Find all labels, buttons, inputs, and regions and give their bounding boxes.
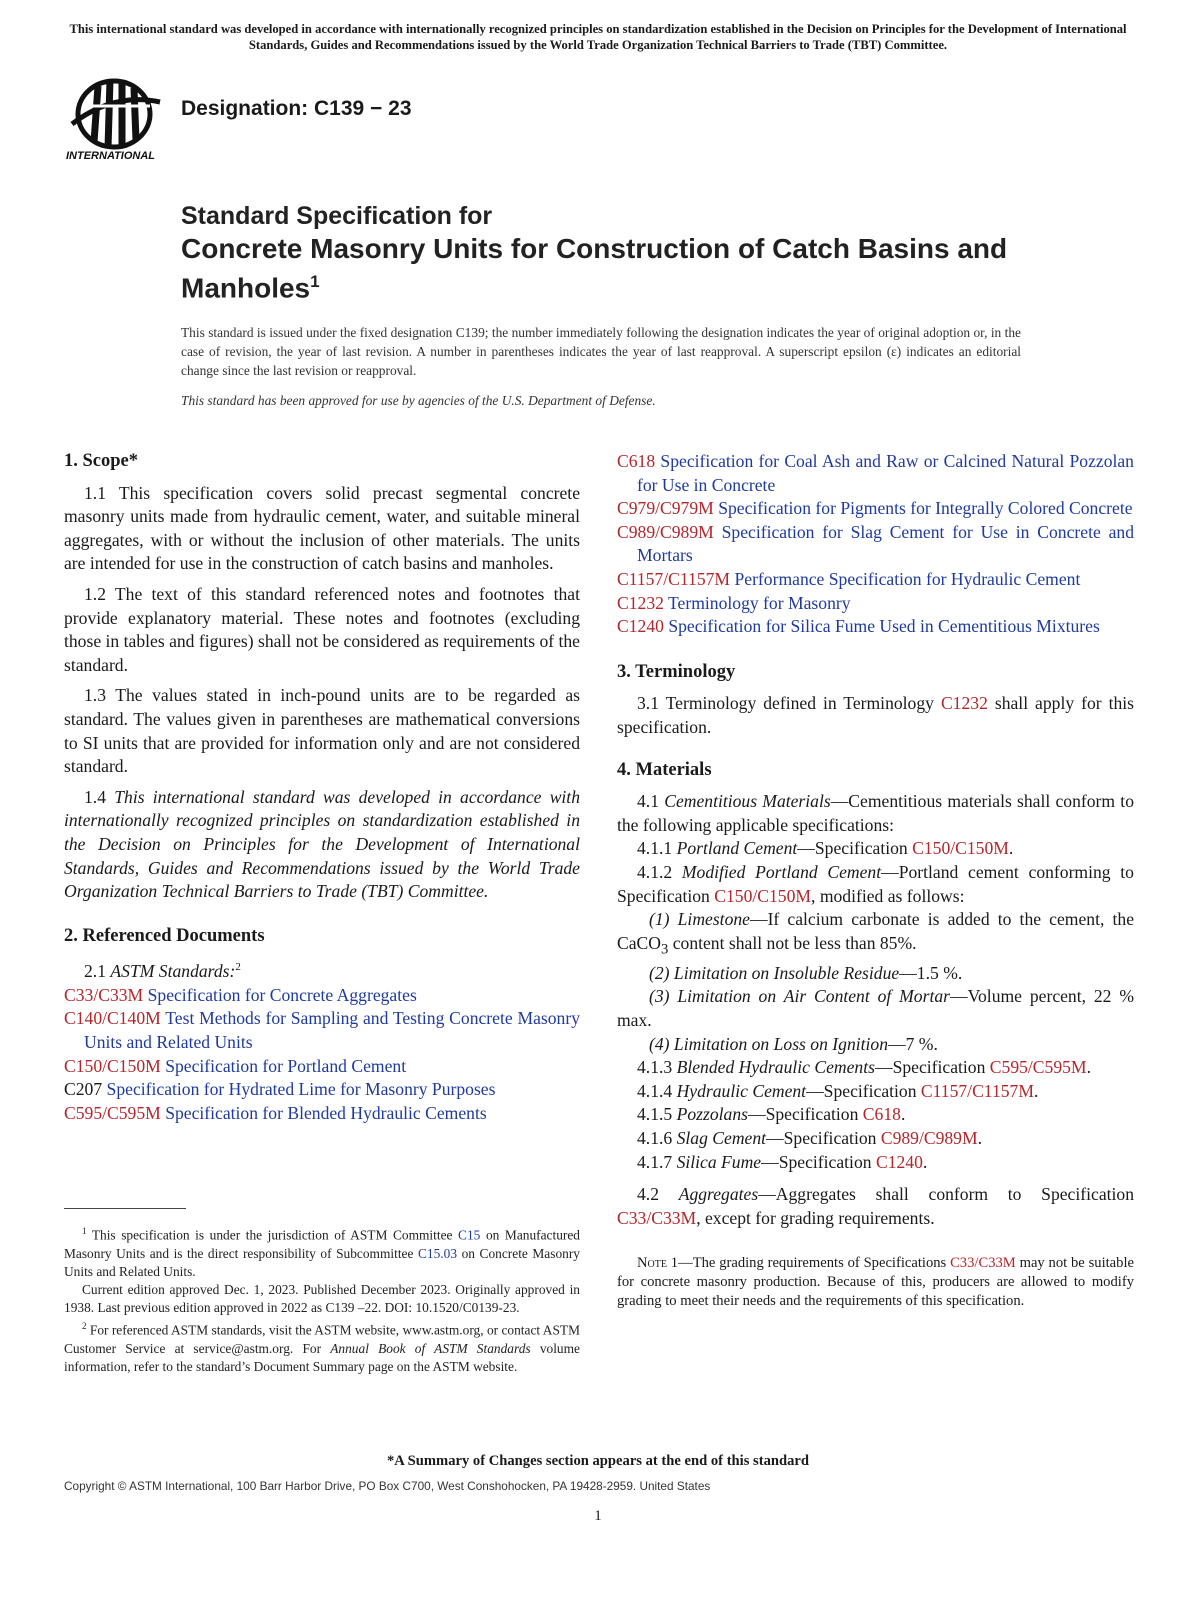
text-4-2-post: , except for grading requirements.: [696, 1207, 935, 1228]
reference-code[interactable]: C140/C140M: [64, 1008, 161, 1029]
text-4-1-2: —Portland cement conforming to Specification: [617, 861, 1134, 906]
note-1: [617, 1254, 1134, 1311]
astm-standards-subheading: [64, 956, 580, 983]
footnote-rule: [64, 1208, 186, 1209]
title-footnote-mark: 1: [310, 272, 320, 291]
scope-1-3: 1.3 The values stated in inch-pound units are to be regarded as standard. The values given in parentheses are mathematical conversions to SI units that are provided for information only and are not considered standard.: [64, 685, 580, 777]
reference-code[interactable]: C1157/C1157M: [617, 568, 731, 589]
c150-link-4-1-2[interactable]: C150/C150M: [714, 885, 812, 906]
materials-4-1-2: [617, 861, 1134, 908]
sub-label: ASTM Standards:: [110, 961, 236, 982]
right-column: [617, 450, 1134, 1311]
text-4-1-6: —Specification: [766, 1127, 877, 1148]
footnotes: [64, 1222, 580, 1377]
label-4-1-1: Portland Cement: [676, 838, 798, 859]
c618-link[interactable]: C618: [862, 1104, 901, 1125]
label-4-1-5: Pozzolans: [676, 1104, 748, 1125]
loss-on-ignition-item: [617, 1033, 1134, 1057]
reference-code[interactable]: C595/C595M: [64, 1102, 161, 1123]
astm-logo: [64, 72, 168, 164]
limestone-subscript: 3: [660, 941, 669, 958]
materials-4-1-4: 4.1.4 Hydraulic Cement—Specification C1157/C1157M.: [637, 1080, 1039, 1101]
reference-item: [617, 497, 1134, 521]
text-4-1-4: —Specification: [806, 1080, 917, 1101]
footnote-1-text-c: on Concrete Masonry Units and Related Units.: [64, 1245, 580, 1279]
label-4-1-7: Silica Fume: [676, 1151, 762, 1172]
sub-footnote-mark: 2: [235, 961, 241, 974]
footnote-2-italic: Annual Book of ASTM Standards: [330, 1341, 531, 1357]
reference-list-right: [617, 450, 1134, 639]
footnote-1-text-b: on Manufactured Masonry Units and is the direct responsibility of Subcommittee: [64, 1227, 581, 1261]
reference-title-link[interactable]: Specification for Blended Hydraulic Cements: [165, 1102, 487, 1123]
text-4-2: —Aggregates shall conform to Specification: [758, 1184, 1134, 1205]
reference-title-link[interactable]: Specification for Portland Cement: [165, 1055, 407, 1076]
reference-title-link[interactable]: Specification for Pigments for Integrally Colored Concrete: [718, 498, 1133, 519]
text-4-1-7: —Specification: [761, 1151, 872, 1172]
note-1-label: Note 1: [637, 1255, 679, 1272]
text-4-1-1: —Specification: [797, 838, 908, 859]
num-4-1: 4.1: [637, 791, 659, 812]
materials-4-1-3: 4.1.3 Blended Hydraulic Cements—Specification C595/C595M.: [637, 1057, 1091, 1078]
reference-item: [617, 568, 1134, 592]
scope-heading: 1. Scope*: [64, 451, 138, 471]
footnote-2-text-b: volume information, refer to the standard’s Document Summary page on the ASTM website.: [64, 1341, 580, 1375]
reference-code[interactable]: C979/C979M: [617, 498, 714, 519]
loss-on-ignition-label: (4) Limitation on Loss on Ignition: [649, 1033, 889, 1054]
label-4-1-3: Blended Hydraulic Cements: [676, 1057, 875, 1078]
materials-heading: 4. Materials: [617, 759, 712, 780]
num-4-1-5: 4.1.5: [637, 1104, 673, 1125]
scope-1-2: 1.2 The text of this standard referenced notes and footnotes that provide explanatory material. These notes and footnotes (excluding those in tables and figures) shall not be considered as requirements of the standard.: [64, 583, 580, 675]
label-4-1-4: Hydraulic Cement: [676, 1080, 807, 1101]
reference-item: [64, 1078, 580, 1102]
title-line-1: Standard Specification for: [181, 202, 493, 230]
title-main: Concrete Masonry Units for Construction of Catch Basins and Manholes: [181, 233, 1008, 304]
label-4-1: Cementitious Materials: [664, 791, 831, 812]
terminology-text-post: shall apply for this specification.: [617, 693, 1135, 737]
reference-item: [617, 521, 1134, 568]
reference-item: [64, 1102, 580, 1126]
terminology-c1232-link[interactable]: C1232: [940, 693, 988, 714]
reference-title-link[interactable]: Specification for Silica Fume Used in Cementitious Mixtures: [668, 616, 1100, 637]
materials-4-2: [617, 1183, 1134, 1230]
title-line-2: [181, 232, 1041, 304]
designation: Designation: C139 − 23: [181, 97, 412, 120]
label-4-1-2: Modified Portland Cement: [681, 861, 882, 882]
materials-4-1-7: 4.1.7 Silica Fume—Specification C1240.: [637, 1151, 928, 1172]
reference-item: [64, 1055, 580, 1079]
reference-title-link[interactable]: Specification for Concrete Aggregates: [147, 984, 417, 1005]
materials-4-1-5: 4.1.5 Pozzolans—Specification C618.: [637, 1104, 906, 1125]
reference-title-link[interactable]: Test Methods for Sampling and Testing Concrete Masonry Units and Related Units: [84, 1008, 580, 1052]
text-4-1-3: —Specification: [874, 1057, 986, 1078]
c33-link-4-2[interactable]: C33/C33M: [617, 1207, 697, 1228]
scope-1-4-text: This international standard was developed in accordance with internationally recognized principles on standardization established in the Decision on Principles for the Development of International Standards, Guides and Recommendations issued by the World Trade Organization Technical Barriers to Trade (TBT) Committee.: [64, 786, 580, 902]
air-content-item: [617, 985, 1134, 1032]
footnote-1-mark: 1: [82, 1226, 87, 1236]
insoluble-residue-item: [617, 962, 1134, 986]
c33-link-note[interactable]: C33/C33M: [950, 1255, 1016, 1272]
logo-international-text: INTERNATIONAL: [66, 150, 156, 162]
scope-1-4: [64, 786, 580, 904]
footnote-2-mark: 2: [82, 1321, 87, 1332]
copyright-line: Copyright © ASTM International, 100 Barr Harbor Drive, PO Box C700, West Conshohocken, PA 19428-2959. United States: [64, 1479, 711, 1493]
reference-list-left: [64, 984, 580, 1126]
text-4-1: —Cementitious materials shall conform to the following applicable specifications:: [617, 791, 1134, 835]
reference-item: [617, 615, 1134, 639]
text-4-1-2-post: , modified as follows:: [811, 885, 965, 906]
c989-link[interactable]: C989/C989M: [880, 1127, 978, 1148]
note-1-text-post: may not be suitable for concrete masonry production. Because of this, producers are allowed to modify grading to meet their needs and the requirements of this specification.: [617, 1255, 1134, 1310]
materials-4-1-6: 4.1.6 Slag Cement—Specification C989/C989M.: [637, 1127, 983, 1148]
num-4-1-6: 4.1.6: [637, 1127, 673, 1148]
reference-item: [64, 984, 580, 1008]
air-content-label: (3) Limitation on Air Content of Mortar: [649, 986, 950, 1007]
limestone-label: (1) Limestone: [649, 909, 750, 930]
astm-globe-mark: [72, 80, 160, 148]
left-column: [64, 450, 580, 1125]
reference-code[interactable]: C33/C33M: [64, 984, 144, 1005]
num-4-2: 4.2: [637, 1184, 659, 1205]
c1157-link[interactable]: C1157/C1157M: [920, 1080, 1034, 1101]
reference-title-link[interactable]: Terminology for Masonry: [668, 592, 851, 613]
subcommittee-c15-03-link[interactable]: C15.03: [417, 1245, 458, 1261]
text-4-1-5: —Specification: [747, 1104, 859, 1125]
reference-title-link[interactable]: Specification for Coal Ash and Raw or Calcined Natural Pozzolan for Use in Concrete: [637, 451, 1134, 495]
reference-code[interactable]: C150/C150M: [64, 1055, 161, 1076]
reference-item: [617, 592, 1134, 616]
reference-title-link[interactable]: Performance Specification for Hydraulic Cement: [734, 568, 1081, 589]
reference-code[interactable]: C1232: [617, 592, 664, 613]
num-4-1-1: 4.1.1: [637, 838, 673, 859]
footnote-2-text-a: For referenced ASTM standards, visit the ASTM website, www.astm.org, or contact ASTM Customer Service at service@astm.org. For: [64, 1322, 580, 1357]
num-4-1-4: 4.1.4: [637, 1080, 673, 1101]
issue-note: This standard is issued under the fixed designation C139; the number immediately following the designation indicates the year of original adoption or, in the case of revision, the year of last revision. A number in parentheses indicates the year of last reapproval. A superscript epsilon (ε) indicates an editorial change since the last revision or reapproval.: [181, 325, 1021, 378]
num-4-1-3: 4.1.3: [637, 1057, 673, 1078]
terminology-text: 3.1 Terminology defined in Terminology: [637, 693, 934, 714]
limestone-text-b: content shall not be less than 85%.: [668, 932, 917, 953]
num-4-1-7: 4.1.7: [637, 1151, 673, 1172]
international-standard-notice: This international standard was developed in accordance with internationally recognized principles on standardization established in the Decision on Principles for the Development of International Standards, Guides and Recommendations issued by the World Trade Organization Technical Barriers to Trade (TBT) Committee.: [69, 22, 1127, 52]
note-1-text: —The grading requirements of Specifications: [678, 1255, 947, 1272]
footnote-1-text-a: This specification is under the jurisdiction of ASTM Committee: [91, 1227, 453, 1243]
terminology-3-1: [617, 692, 1134, 739]
summary-of-changes-note: *A Summary of Changes section appears at the end of this standard: [386, 1453, 810, 1469]
page-number: 1: [594, 1508, 602, 1524]
materials-4-1-1: 4.1.1 Portland Cement—Specification C150/C150M.: [637, 838, 1014, 859]
limestone-item: [617, 908, 1134, 962]
reference-title-link[interactable]: Specification for Slag Cement for Use in Concrete and Mortars: [637, 521, 1134, 566]
footnote-edition: Current edition approved Dec. 1, 2023. Published December 2023. Originally approved in 1938. Last previous edition approved in 2022 as C139 –22. DOI: 10.1520/C0139-23.: [64, 1282, 580, 1316]
reference-code[interactable]: C1240: [617, 616, 664, 637]
reference-title-link[interactable]: Specification for Hydrated Lime for Masonry Purposes: [106, 1079, 496, 1100]
insoluble-text: —1.5 %.: [899, 962, 963, 983]
sub-number: 2.1: [84, 961, 106, 982]
loss-on-ignition-text: —7 %.: [888, 1033, 938, 1054]
scope-1-4-number: 1.4: [84, 786, 106, 807]
committee-c15-link[interactable]: C15: [458, 1227, 481, 1243]
c150-link-4-1-1[interactable]: C150/C150M: [912, 838, 1009, 859]
reference-item: [64, 1007, 580, 1054]
scope-1-1: 1.1 This specification covers solid precast segmental concrete masonry units made from hydraulic cement, water, and suitable mineral aggregates, with or without the inclusion of other materials. The units are intended for use in the construction of catch basins and manholes.: [64, 482, 580, 574]
limestone-text-a: —If calcium carbonate is added to the cement, the CaCO: [617, 909, 1135, 953]
referenced-documents-heading: 2. Referenced Documents: [64, 925, 265, 946]
materials-4-1: [617, 790, 1134, 837]
dod-approval-note: This standard has been approved for use by agencies of the U.S. Department of Defense.: [181, 393, 656, 408]
label-4-1-6: Slag Cement: [676, 1127, 767, 1148]
air-content-text: —Volume percent, 22 % max.: [617, 986, 1134, 1030]
footnote-2: [64, 1317, 580, 1376]
insoluble-label: (2) Limitation on Insoluble Residue: [649, 962, 900, 983]
reference-code: C207: [64, 1079, 103, 1100]
label-4-2: Aggregates: [678, 1184, 759, 1205]
reference-code[interactable]: C618: [617, 451, 656, 471]
num-4-1-2: 4.1.2: [637, 861, 673, 882]
terminology-heading: 3. Terminology: [617, 661, 736, 682]
c1240-link[interactable]: C1240: [875, 1151, 923, 1172]
reference-item: [617, 450, 1134, 497]
document-title: [181, 200, 1041, 304]
reference-code[interactable]: C989/C989M: [617, 521, 714, 542]
c595-link[interactable]: C595/C595M: [989, 1057, 1087, 1078]
footnote-1: [64, 1222, 580, 1281]
